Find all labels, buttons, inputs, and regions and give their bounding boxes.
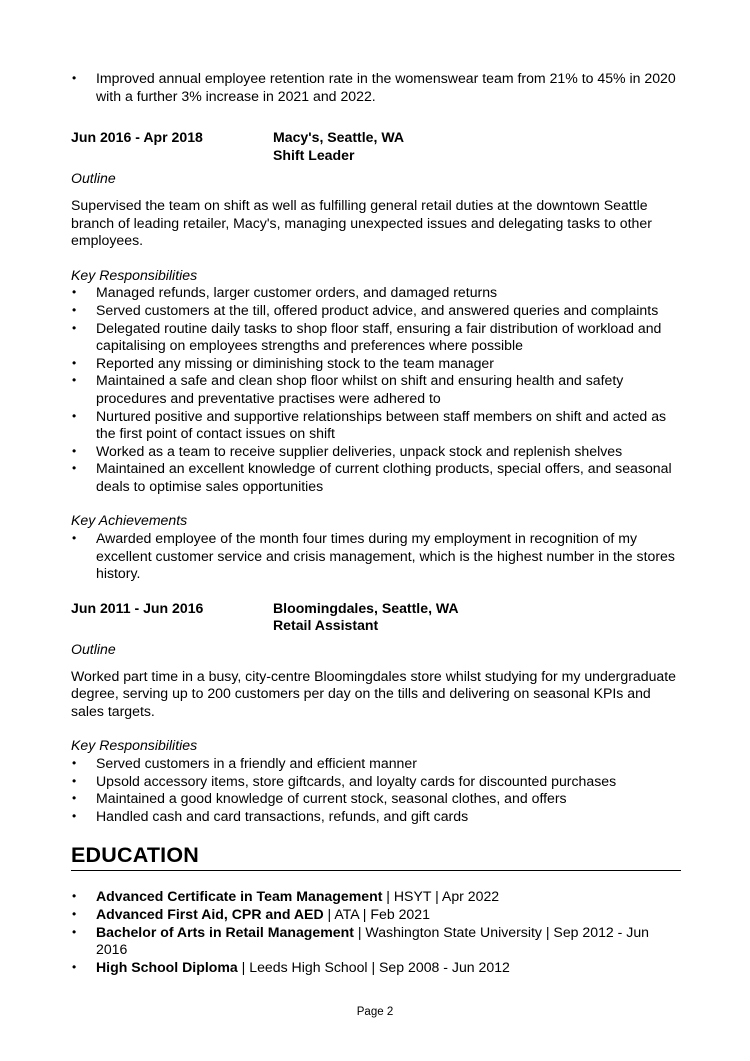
list-item: • Served customers in a friendly and efficient manner	[71, 755, 681, 773]
job-outline: Supervised the team on shift as well as fulfilling general retail duties at the downtown Seattle branch of leading retailer, Macy's, managing unexpected issues and delegating tasks to other employees.	[71, 196, 652, 249]
responsibilities-label: Key Responsibilities	[71, 737, 198, 754]
list-item: • Maintained a safe and clean shop floor whilst on shift and ensuring health and safety procedures and preventative practises were adhered to	[71, 372, 681, 407]
education-section	[71, 842, 681, 976]
job-dates: Jun 2011 - Jun 2016	[71, 599, 204, 616]
list-item: • Upsold accessory items, store giftcards, and loyalty cards for discounted purchases	[71, 773, 681, 791]
section-heading-education: EDUCATION	[71, 842, 681, 871]
achievements-label: Key Achievements	[71, 512, 188, 529]
job-header	[71, 129, 681, 164]
list-item: • Served customers at the till, offered product advice, and answered queries and complaints	[71, 302, 681, 320]
responsibilities-list	[71, 755, 681, 825]
education-item	[71, 888, 681, 906]
job-outline: Worked part time in a busy, city-centre Bloomingdales store whilst studying for my undergraduate degree, serving up to 200 customers per day on the tills and delivering on seasonal KPIs and sales targets.	[71, 667, 677, 719]
list-item: • Maintained an excellent knowledge of current clothing products, special offers, and seasonal deals to optimise sales opportunities	[71, 460, 681, 495]
achievements-list	[71, 530, 681, 583]
list-item: • Delegated routine daily tasks to shop floor staff, ensuring a fair distribution of workload and capitalising on employees strengths and preferences where possible	[71, 320, 681, 355]
job-employer: Bloomingdales, Seattle, WA	[273, 599, 459, 616]
responsibilities-list	[71, 284, 681, 495]
resume-content	[71, 70, 681, 976]
qualification-name: High School Diploma	[96, 958, 238, 975]
qualification-name: Advanced First Aid, CPR and AED	[96, 905, 324, 922]
list-item: • Maintained a good knowledge of current stock, seasonal clothes, and offers	[71, 790, 681, 808]
list-item: • Nurtured positive and supportive relationships between staff members on shift and acted as the first point of contact issues on shift	[71, 408, 681, 443]
job-employer: Macy's, Seattle, WA	[273, 129, 405, 146]
qualification-details: | Washington State University | Sep 2012 - Jun 2016	[96, 923, 650, 958]
qualification-name: Advanced Certificate in Team Management	[96, 888, 383, 905]
intro-bullet-list	[71, 70, 681, 105]
list-item: • Managed refunds, larger customer orders, and damaged returns	[71, 284, 681, 302]
job-org	[273, 600, 459, 635]
qualification-details: | HSYT | Apr 2022	[382, 888, 500, 905]
responsibilities-label: Key Responsibilities	[71, 266, 198, 283]
list-item: • Awarded employee of the month four times during my employment in recognition of my excellent customer service and crisis management, which is the highest number in the stores history.	[71, 530, 681, 583]
outline-label: Outline	[71, 641, 116, 658]
list-item: • Improved annual employee retention rate in the womenswear team from 21% to 45% in 2020 with a further 3% increase in 2021 and 2022.	[71, 70, 681, 105]
job-header	[71, 600, 681, 635]
qualification-details: | ATA | Feb 2021	[323, 905, 430, 922]
job-title: Retail Assistant	[273, 617, 379, 634]
job-entry-macys	[71, 129, 681, 583]
job-entry-bloomingdales	[71, 600, 681, 826]
page-number: Page 2	[356, 1006, 394, 1018]
qualification-name: Bachelor of Arts in Retail Management	[96, 923, 354, 940]
list-item: • Worked as a team to receive supplier deliveries, unpack stock and replenish shelves	[71, 443, 681, 461]
list-item: • Reported any missing or diminishing stock to the team manager	[71, 355, 681, 373]
education-item	[71, 924, 681, 959]
job-title: Shift Leader	[273, 146, 355, 163]
education-list	[71, 888, 681, 976]
education-item	[71, 959, 681, 977]
list-item: • Handled cash and card transactions, refunds, and gift cards	[71, 808, 681, 826]
qualification-details: | Leeds High School | Sep 2008 - Jun 2012	[237, 958, 510, 975]
job-dates: Jun 2016 - Apr 2018	[71, 129, 203, 146]
job-org	[273, 129, 404, 164]
outline-label: Outline	[71, 170, 116, 187]
education-item	[71, 906, 681, 924]
